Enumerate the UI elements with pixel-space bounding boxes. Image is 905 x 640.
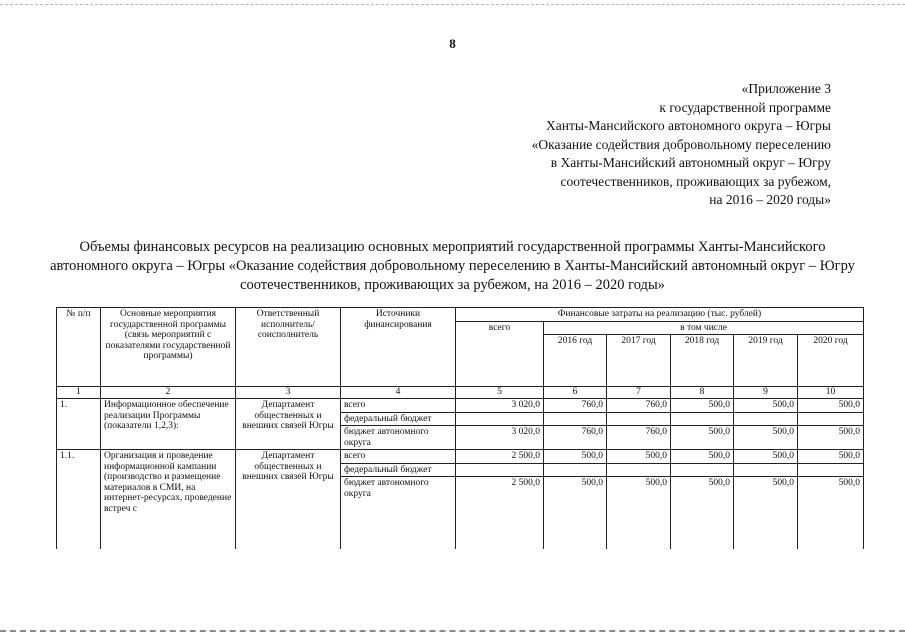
source-year-value: [544, 412, 607, 426]
source-year-value: 500,0: [671, 426, 734, 450]
source-year-value: 500,0: [544, 477, 607, 549]
source-year-value: 500,0: [671, 399, 734, 413]
source-year-value: 500,0: [734, 399, 798, 413]
table-row: [57, 399, 864, 413]
source-year-value: 500,0: [798, 450, 864, 464]
source-total: 3 020,0: [456, 426, 544, 450]
appendix-line: «Оказание содействия добровольному переселению: [531, 136, 831, 152]
table-row: [57, 450, 864, 464]
column-number: 9: [734, 387, 798, 399]
row-num: 1.1.: [57, 450, 101, 549]
header-year: 2019 год: [734, 335, 798, 387]
column-number: 8: [671, 387, 734, 399]
column-number: 3: [236, 387, 341, 399]
row-activity: Организация и проведение информационной кампании (производство и размещение материалов в СМИ, на интернет-ресурсах, проведение встреч с: [101, 450, 236, 549]
source-year-value: 500,0: [734, 450, 798, 464]
source-year-value: [607, 412, 671, 426]
source-year-value: 760,0: [607, 399, 671, 413]
source-name: федеральный бюджет: [341, 463, 456, 477]
source-year-value: 500,0: [607, 477, 671, 549]
source-year-value: [671, 463, 734, 477]
source-total: 2 500,0: [456, 477, 544, 549]
source-year-value: [544, 463, 607, 477]
appendix-line: к государственной программе: [659, 99, 831, 115]
source-year-value: 500,0: [671, 450, 734, 464]
appendix-header: [532, 80, 831, 210]
header-including: в том числе: [544, 321, 864, 335]
financial-table: [56, 307, 864, 549]
appendix-line: в Ханты-Мансийский автономный округ – Югру: [550, 155, 831, 170]
source-name: всего: [341, 450, 456, 464]
source-name: федеральный бюджет: [341, 412, 456, 426]
column-number: 4: [341, 387, 456, 399]
source-year-value: 760,0: [607, 426, 671, 450]
column-number: 6: [544, 387, 607, 399]
source-year-value: [671, 412, 734, 426]
source-total: [456, 463, 544, 477]
header-year: 2017 год: [607, 335, 671, 387]
source-year-value: 500,0: [544, 450, 607, 464]
source-year-value: 500,0: [734, 426, 798, 450]
source-name: бюджет автономного округа: [341, 426, 456, 450]
source-name: всего: [341, 399, 456, 413]
column-number: 5: [456, 387, 544, 399]
header-financial: Финансовые затраты на реализацию (тыс. рублей): [456, 308, 864, 322]
column-number: 1: [57, 387, 101, 399]
appendix-line: соотечественников, проживающих за рубежом,: [560, 173, 831, 189]
row-responsible: Департамент общественных и внешних связей Югры: [236, 450, 341, 549]
scan-edge-top: [0, 4, 905, 5]
header-total: всего: [456, 321, 544, 387]
source-year-value: 760,0: [544, 426, 607, 450]
source-year-value: [607, 463, 671, 477]
scan-edge-bottom: [0, 630, 905, 632]
source-year-value: 500,0: [798, 477, 864, 549]
row-activity: Информационное обеспечение реализации Программы (показатели 1,2,3):: [101, 399, 236, 450]
header-sources: Источники финансирования: [341, 308, 456, 387]
header-num: № п/п: [57, 308, 101, 387]
source-year-value: 500,0: [798, 426, 864, 450]
source-year-value: [734, 412, 798, 426]
source-year-value: 760,0: [544, 399, 607, 413]
source-year-value: 500,0: [607, 450, 671, 464]
header-activities: Основные мероприятия государственной программы (связь мероприятий с показателями государственной программы): [101, 308, 236, 387]
column-number: 2: [101, 387, 236, 399]
source-year-value: [798, 463, 864, 477]
column-number: 7: [607, 387, 671, 399]
document-title: Объемы финансовых ресурсов на реализацию основных мероприятий государственной программы Ханты-Мансийского автономного округа – Югры «Оказание содействия добровольному переселению в Ханты-Мансийский автономный округ – Югру соотечественников, проживающих за рубежом, на 2016 – 2020 годы»: [50, 239, 855, 293]
header-year: 2016 год: [544, 335, 607, 387]
source-name: бюджет автономного округа: [341, 477, 456, 549]
source-year-value: [798, 412, 864, 426]
appendix-line: Ханты-Мансийского автономного округа – Югры: [546, 118, 831, 133]
source-total: [456, 412, 544, 426]
header-year: 2020 год: [798, 335, 864, 387]
source-total: 3 020,0: [456, 399, 544, 413]
source-total: 2 500,0: [456, 450, 544, 464]
row-num: 1.: [57, 399, 101, 450]
source-year-value: [734, 463, 798, 477]
row-responsible: Департамент общественных и внешних связей Югры: [236, 399, 341, 450]
appendix-line: «Приложение 3: [741, 81, 831, 96]
appendix-line: на 2016 – 2020 годы»: [709, 192, 831, 207]
source-year-value: 500,0: [798, 399, 864, 413]
column-number: 10: [798, 387, 864, 399]
header-responsible: Ответственный исполнитель/ соисполнитель: [236, 308, 341, 387]
source-year-value: 500,0: [671, 477, 734, 549]
header-year: 2018 год: [671, 335, 734, 387]
source-year-value: 500,0: [734, 477, 798, 549]
header-row: [57, 308, 864, 322]
column-numbers-row: [57, 387, 864, 399]
page-number: 8: [449, 36, 456, 51]
